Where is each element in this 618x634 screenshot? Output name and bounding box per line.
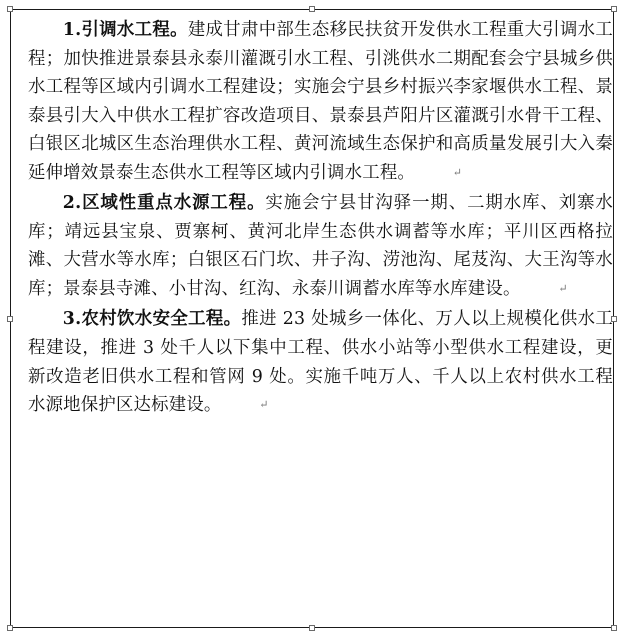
paragraph-body: 推进 23 处城乡一体化、万人以上规模化供水工程建设，推进 3 处千人以下集中工程、供水小站等小型供水工程建设，更新改造老旧供水工程和管网 9 处。实施千吨万人、千人以上农村供水工程水源地保护区达标建设。 [28,309,613,416]
paragraph-mark-icon: ↵ [558,282,568,296]
resize-handle-bottom-right[interactable] [611,625,617,631]
paragraph-water-diversion [28,16,613,188]
paragraph-mark-icon: ↵ [452,166,463,180]
paragraph-heading: 1.引调水工程。 [62,20,188,40]
resize-handle-bottom-left[interactable] [7,625,13,631]
paragraph-body: 实施会宁县甘沟驿一期、二期水库、刘寨水库；靖远县宝泉、贾寨柯、黄河北岸生态供水调蓄等水库；平川区西格拉滩、大营水等水库；白银区石门坎、井子沟、涝池沟、尾芨沟、大王沟等水库；景泰县寺滩、小甘沟、红沟、永泰川调蓄水库等水库建设。 [28,193,613,300]
paragraph-heading: 2.区域性重点水源工程。 [62,193,266,214]
paragraph-rural-water [28,305,613,420]
resize-handle-top-left[interactable] [7,6,13,12]
resize-handle-middle-left[interactable] [7,316,13,322]
text-box-frame [10,9,614,628]
resize-handle-top-center[interactable] [309,6,315,12]
paragraph-body: 建成甘肃中部生态移民扶贫开发供水工程重大引调水工程；加快推进景泰县永泰川灌溉引水工程、引洮供水二期配套会宁县城乡供水工程等区域内引调水工程建设；实施会宁县乡村振兴李家堰供水工程、景泰县引大入中供水工程扩容改造项目、景泰县芦阳片区灌溉引水骨干工程、白银区北城区生态治理供水工程、黄河流域生态保护和高质量发展引大入秦延伸增效景泰生态供水工程等区域内引调水工程。 [28,20,613,183]
document-text[interactable] [28,16,613,420]
resize-handle-bottom-center[interactable] [309,625,315,631]
resize-handle-top-right[interactable] [611,6,617,12]
paragraph-heading: 3.农村饮水安全工程。 [62,309,242,330]
paragraph-water-source [28,189,613,304]
paragraph-mark-icon: ↵ [259,398,269,412]
